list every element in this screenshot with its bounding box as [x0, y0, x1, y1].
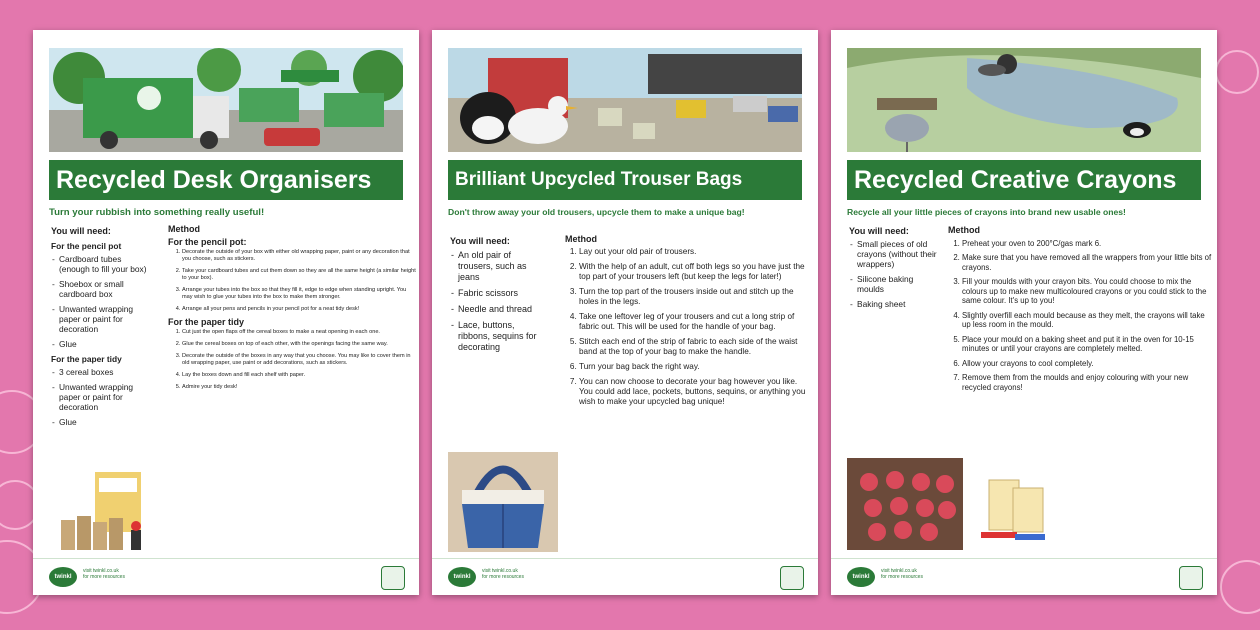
- method-step: 4. Lay the boxes down and fill each shelf with paper.: [182, 372, 418, 379]
- crayon-mould-photo: [847, 458, 963, 550]
- background-flower: [1215, 50, 1259, 94]
- method-heading: Method: [565, 234, 597, 244]
- materials-list: [849, 226, 941, 314]
- method-step: 3. Decorate the outside of the boxes in any way that you choose. You may like to cover them in old wrapping paper, use paint or add decorations, such as stickers.: [182, 353, 418, 367]
- method-step: 1. Decorate the outside of your box with either old wrapping paper, paint or any decoration that you choose, such as stickers.: [182, 249, 418, 263]
- method-step: 2. Make sure that you have removed all the wrappers from your little bits of crayons.: [962, 253, 1212, 272]
- method-step: 2. Glue the cereal boxes on top of each other, with the openings facing the same way.: [182, 341, 418, 348]
- page-title: Recycled Creative Crayons: [847, 160, 1201, 200]
- method-step: 3. Arrange your tubes into the box so that they fill it, edge to edge when standing upright. You may wish to glue your tubes into the box to make them stronger.: [182, 287, 418, 301]
- list-item: - Baking sheet: [857, 299, 941, 309]
- you-will-need-heading: You will need:: [51, 226, 111, 236]
- method-step: 2. With the help of an adult, cut off both legs so you have just the top part of your trousers left (but keep the legs for later!): [579, 262, 813, 282]
- method-step: 7. Remove them from the moulds and enjoy colouring with your new recycled crayons!: [962, 373, 1212, 392]
- method-step: 5. Stitch each end of the strip of fabric to each side of the waist band at the top of your bag to make the handle.: [579, 337, 813, 357]
- method-heading: Method: [168, 224, 200, 234]
- page-title: Recycled Desk Organisers: [49, 160, 403, 200]
- you-will-need-heading: You will need:: [849, 226, 909, 236]
- paper-tidy-heading: For the paper tidy: [51, 354, 122, 364]
- paper-tidy-illustration: [981, 476, 1061, 546]
- method-step: 4. Take one leftover leg of your trousers and cut a long strip of fabric out. This will be used for the handle of your bag.: [579, 312, 813, 332]
- twinkl-logo: twinkl: [49, 567, 77, 587]
- list-item: - Fabric scissors: [458, 288, 548, 299]
- eco-badge-icon: [780, 566, 804, 590]
- method-step: 4. Arrange all your pens and pencils in your pencil pot for a neat tidy desk!: [182, 306, 418, 313]
- footer-text: visit twinkl.co.uk for more resources: [881, 568, 923, 580]
- page-subtitle: Turn your rubbish into something really useful!: [49, 207, 265, 218]
- method-heading: Method: [948, 225, 980, 235]
- wetland-birds-illustration: [847, 48, 1201, 152]
- method-section: [565, 234, 813, 412]
- page-footer: [33, 558, 419, 595]
- page-footer: [831, 558, 1217, 595]
- list-item: - Cardboard tubes (enough to fill your box): [59, 254, 151, 274]
- method-step: 5. Admire your tidy desk!: [182, 384, 418, 391]
- list-item: - Lace, buttons, ribbons, sequins for decorating: [458, 320, 548, 353]
- worksheet-creative-crayons: [831, 30, 1217, 595]
- footer-text: visit twinkl.co.uk for more resources: [482, 568, 524, 580]
- twinkl-logo: twinkl: [448, 567, 476, 587]
- materials-list: [51, 226, 151, 432]
- list-item: - Unwanted wrapping paper or paint for decoration: [59, 304, 151, 334]
- method-step: 7. You can now choose to decorate your bag however you like. You could add lace, pockets, buttons, sequins, or anything you wish to make your upcycled bag unique!: [579, 377, 813, 407]
- method-pencil-heading: For the pencil pot:: [168, 237, 247, 247]
- list-item: - Needle and thread: [458, 304, 548, 315]
- list-item: - An old pair of trousers, such as jeans: [458, 250, 548, 283]
- background-flower: [1220, 560, 1260, 614]
- list-item: - Glue: [59, 339, 151, 349]
- list-item: - 3 cereal boxes: [59, 367, 151, 377]
- pencil-pot-heading: For the pencil pot: [51, 241, 122, 251]
- method-step: 3. Turn the top part of the trousers inside out and stitch up the holes in the legs.: [579, 287, 813, 307]
- eco-badge-icon: [381, 566, 405, 590]
- list-item: - Small pieces of old crayons (without their wrappers): [857, 239, 941, 269]
- eco-badge-icon: [1179, 566, 1203, 590]
- footer-text: visit twinkl.co.uk for more resources: [83, 568, 125, 580]
- page-subtitle: Don't throw away your old trousers, upcycle them to make a unique bag!: [448, 207, 745, 217]
- method-section: [168, 226, 418, 396]
- materials-list: [450, 236, 548, 358]
- denim-bag-photo: [448, 452, 558, 552]
- recycling-truck-illustration: [49, 48, 403, 152]
- worksheet-desk-organisers: [33, 30, 419, 595]
- method-step: 5. Place your mould on a baking sheet and put it in the oven for 10-15 minutes or until your crayons are completely melted.: [962, 335, 1212, 354]
- cardboard-tubes-photo: [55, 470, 151, 554]
- list-item: - Glue: [59, 417, 151, 427]
- page-subtitle: Recycle all your little pieces of crayons into brand new usable ones!: [847, 207, 1126, 217]
- worksheet-trouser-bags: [432, 30, 818, 595]
- method-step: 6. Allow your crayons to cool completely.: [962, 359, 1212, 369]
- twinkl-logo: twinkl: [847, 567, 875, 587]
- page-footer: [432, 558, 818, 595]
- method-step: 1. Preheat your oven to 200°C/gas mark 6.: [962, 239, 1212, 249]
- method-step: 3. Fill your moulds with your crayon bits. You could choose to mix the colours up to make new multicoloured crayons or you could stick to the same colour. It's up to you!: [962, 277, 1212, 306]
- method-paper-heading: For the paper tidy: [168, 317, 245, 327]
- method-section: [948, 226, 1212, 397]
- list-item: - Shoebox or small cardboard box: [59, 279, 151, 299]
- method-step: 2. Take your cardboard tubes and cut them down so they are all the same height (a similar height to your box).: [182, 268, 418, 282]
- list-item: - Silicone baking moulds: [857, 274, 941, 294]
- magpie-and-seagull-illustration: [448, 48, 802, 152]
- method-step: 1. Lay out your old pair of trousers.: [579, 247, 813, 257]
- method-step: 6. Turn your bag back the right way.: [579, 362, 813, 372]
- list-item: - Unwanted wrapping paper or paint for decoration: [59, 382, 151, 412]
- you-will-need-heading: You will need:: [450, 236, 510, 246]
- method-step: 1. Cut just the open flaps off the cereal boxes to make a neat opening in each one.: [182, 329, 418, 336]
- page-title: Brilliant Upcycled Trouser Bags: [448, 160, 802, 200]
- method-step: 4. Slightly overfill each mould because as they melt, the crayons will take up less room in the mould.: [962, 311, 1212, 330]
